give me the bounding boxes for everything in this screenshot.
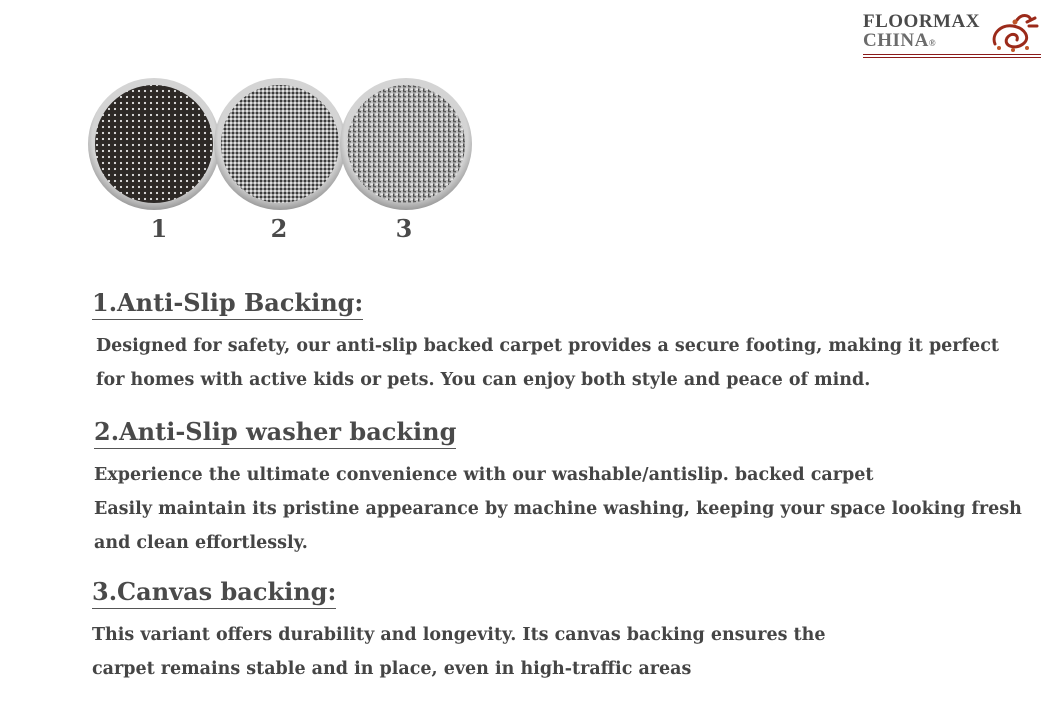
body-line: Designed for safety, our anti-slip backed carpet provides a secure footing, making it perfect: [96, 336, 999, 356]
swatch-number-3: 3: [395, 214, 413, 243]
swatch-2: [214, 78, 346, 210]
section-heading-1: 1.Anti-Slip Backing:: [92, 288, 363, 320]
swatch-number-1: 1: [150, 214, 168, 243]
logo-underline: [863, 54, 1041, 55]
swatch-3: [340, 78, 472, 210]
body-line: carpet remains stable and in place, even in high-traffic areas: [92, 659, 692, 679]
body-line: Easily maintain its pristine appearance by machine washing, keeping your space looking fresh: [94, 499, 1022, 519]
swatch-number-2: 2: [270, 214, 288, 243]
body-line: for homes with active kids or pets. You can enjoy both style and peace of mind.: [96, 370, 871, 390]
backing-swatches: [88, 76, 488, 216]
body-line: Experience the ultimate convenience with our washable/antislip. backed carpet: [94, 465, 874, 485]
section-body-2: [94, 458, 1022, 560]
section-heading-2: 2.Anti-Slip washer backing: [94, 417, 456, 449]
body-line: This variant offers durability and longevity. Its canvas backing ensures the: [92, 625, 826, 645]
logo-wordmark-line1: FLOORMAX: [863, 11, 980, 32]
section-body-1: [96, 329, 999, 397]
logo-underline-2: [863, 57, 1041, 58]
brand-logo: [863, 10, 1043, 60]
logo-wordmark-line2: CHINA®: [863, 30, 937, 51]
section-body-3: [92, 618, 826, 686]
swatch-1: [88, 78, 220, 210]
body-line: and clean effortlessly.: [94, 533, 308, 553]
section-heading-3: 3.Canvas backing:: [92, 577, 336, 609]
dragon-icon: [987, 10, 1039, 54]
